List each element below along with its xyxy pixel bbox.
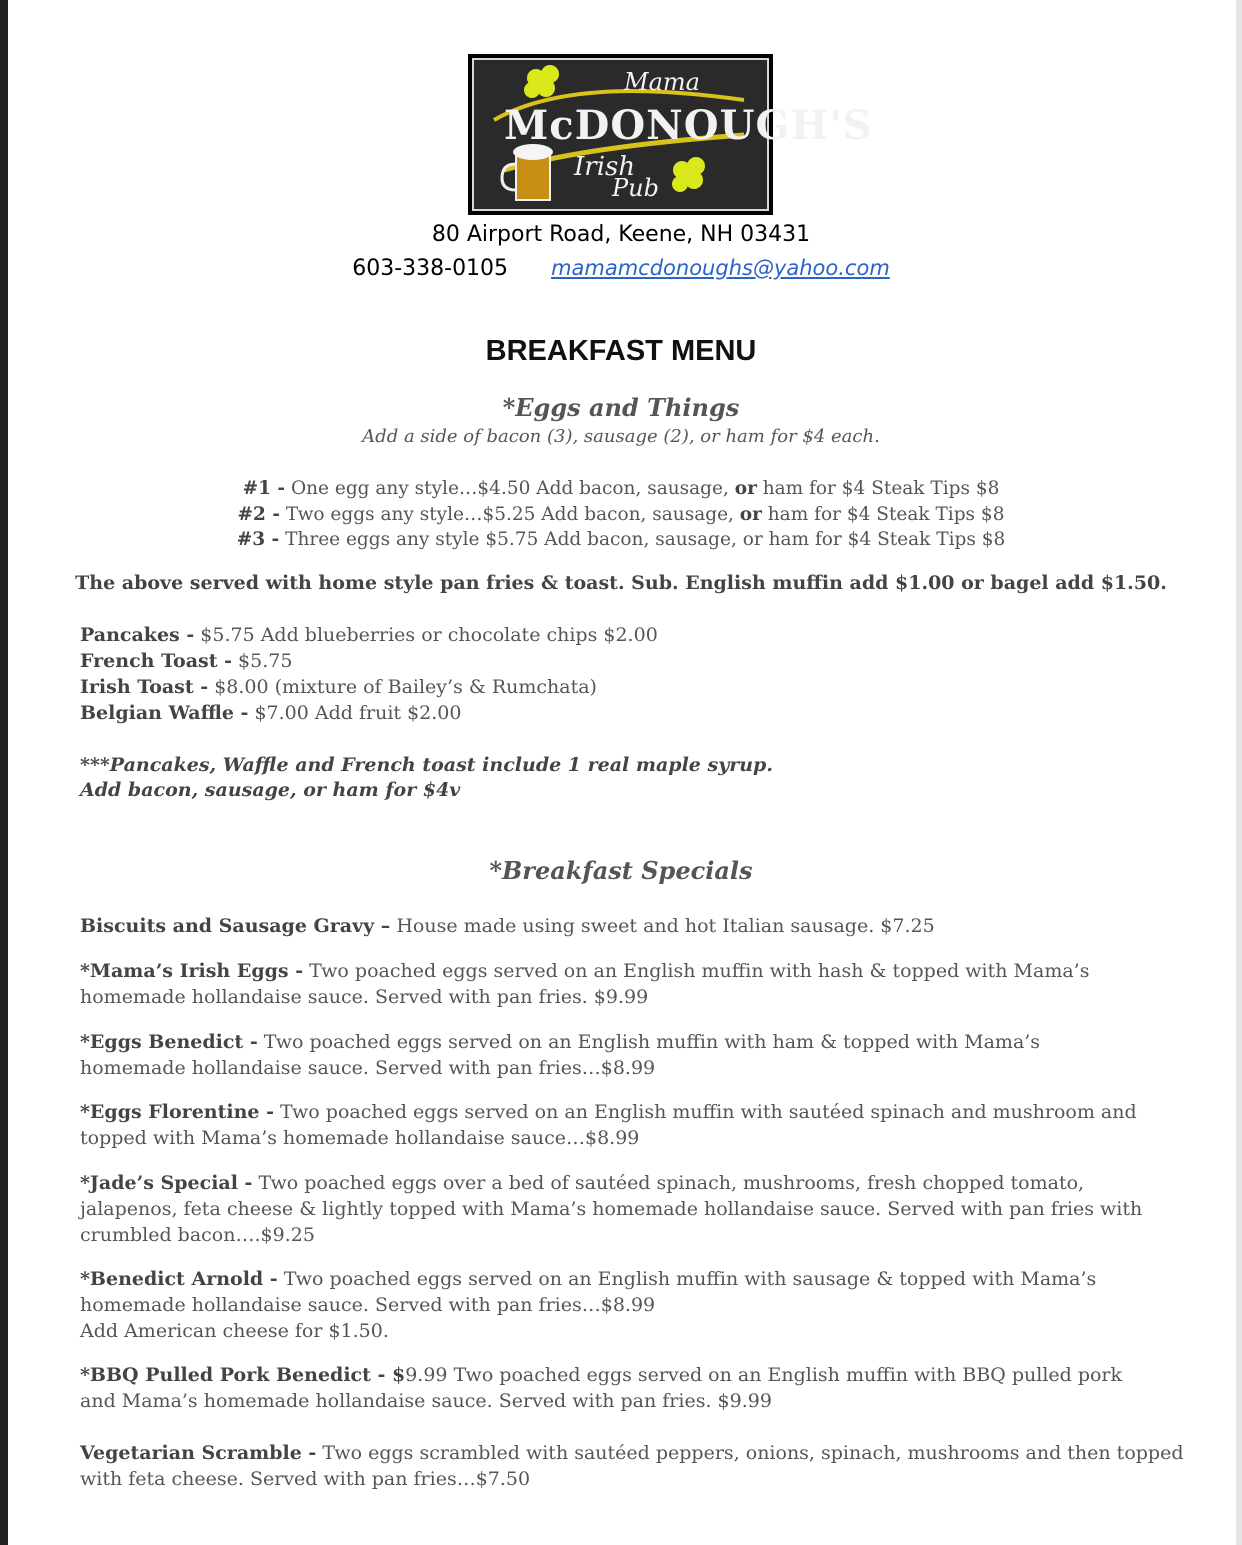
contact-line — [0, 256, 1242, 281]
item-desc: $5.75 Add blueberries or chocolate chips $2.00 — [194, 624, 658, 646]
griddle-note-line1: ***Pancakes, Waffle and French toast include 1 real maple syrup. — [80, 754, 773, 776]
section-heading-eggs: *Eggs and Things — [502, 393, 740, 422]
phone-number: 603-338-0105 — [352, 256, 509, 281]
logo-pub-text: Pub — [612, 174, 659, 202]
item-line: and Mama’s homemade hollandaise sauce. Served with pan fries. $9.99 — [80, 1390, 772, 1412]
page-title: BREAKFAST MENU — [485, 335, 757, 367]
item-line — [80, 1099, 1170, 1125]
logo-mama-text: Mama — [624, 68, 700, 96]
item-name: French Toast - — [80, 650, 232, 672]
item-name: Belgian Waffle - — [80, 702, 249, 724]
item-name: Pancakes - — [80, 624, 195, 646]
eggs-subtitle: Add a side of bacon (3), sausage (2), or ham for $4 each. — [362, 426, 880, 447]
served-note: The above served with home style pan fries & toast. Sub. English muffin add $1.00 or bagel add $1.50. — [75, 572, 1167, 594]
logo-irish-text: Irish — [574, 152, 636, 182]
special-item — [80, 913, 1170, 939]
griddle-item — [80, 676, 597, 698]
griddle-item — [80, 702, 461, 724]
griddle-item — [80, 624, 658, 646]
item-line — [80, 1266, 1170, 1292]
combo-text: Three eggs any style $5.75 Add bacon, sausage, or ham for $4 Steak Tips $8 — [279, 529, 1006, 550]
logo-panel — [472, 58, 873, 211]
item-desc: Two eggs scrambled with sautéed peppers, onions, spinach, mushrooms and then topped — [316, 1442, 1184, 1464]
clover-icon — [524, 65, 559, 98]
item-name: *Jade’s Special - — [80, 1172, 253, 1194]
address: 80 Airport Road, Keene, NH 03431 — [431, 222, 811, 247]
special-item — [80, 958, 1170, 1010]
item-line: crumbled bacon….$9.25 — [80, 1224, 315, 1246]
item-desc: Two poached eggs served on an English muffin with sautéed spinach and mushroom and — [274, 1101, 1137, 1123]
special-item — [80, 1029, 1170, 1081]
item-name: *Mama’s Irish Eggs - — [80, 960, 304, 982]
item-desc: $8.00 (mixture of Bailey’s & Rumchata) — [208, 676, 597, 698]
clover-icon-2 — [672, 157, 705, 192]
item-line — [80, 1362, 1170, 1388]
item-line: homemade hollandaise sauce. Served with pan fries…$8.99 — [80, 1294, 656, 1316]
item-line: jalapenos, feta cheese & lightly topped with Mama’s homemade hollandaise sauce. Served with pan fries with — [80, 1198, 1143, 1220]
section-heading-specials: *Breakfast Specials — [489, 856, 753, 885]
item-line — [80, 1170, 1170, 1196]
combo-text: One egg any style…$4.50 Add bacon, sausage, — [285, 478, 735, 499]
special-item — [80, 1266, 1170, 1344]
combo-number: #1 - — [242, 478, 286, 499]
item-line — [80, 913, 1170, 939]
griddle-note-line2: Add bacon, sausage, or ham for $4v — [80, 779, 461, 801]
item-name: Biscuits and Sausage Gravy – — [80, 915, 391, 937]
item-desc: House made using sweet and hot Italian sausage. $7.25 — [390, 915, 935, 937]
item-name: Vegetarian Scramble - — [80, 1442, 317, 1464]
item-desc: 9.99 Two poached eggs served on an English muffin with BBQ pulled pork — [405, 1364, 1123, 1386]
item-line — [80, 958, 1170, 984]
special-item — [80, 1362, 1170, 1414]
item-line: homemade hollandaise sauce. Served with pan fries. $9.99 — [80, 986, 649, 1008]
item-desc: Two poached eggs served on an English muffin with ham & topped with Mama’s — [257, 1031, 1041, 1053]
combo-text-end: ham for $4 Steak Tips $8 — [756, 478, 1000, 499]
item-line — [80, 1029, 1170, 1055]
special-item — [80, 1099, 1170, 1151]
item-line — [80, 1440, 1184, 1466]
combo-item — [0, 529, 1242, 550]
item-name: *Eggs Florentine - — [80, 1101, 274, 1123]
combo-or: or — [739, 504, 762, 525]
item-line: with feta cheese. Served with pan fries…$7.50 — [80, 1468, 531, 1490]
email-link[interactable]: mamamcdonoughs@yahoo.com — [551, 256, 890, 280]
combo-number: #2 - — [237, 504, 281, 525]
logo-brand-text: McDONOUGH'S — [504, 102, 873, 149]
combo-item — [0, 504, 1242, 525]
combo-text: Two eggs any style…$5.25 Add bacon, sausage, — [280, 504, 740, 525]
pub-logo — [468, 54, 873, 215]
item-desc: Two poached eggs served on an English muffin with hash & topped with Mama’s — [303, 960, 1090, 982]
combo-number: #3 - — [236, 529, 280, 550]
combo-or: or — [734, 478, 757, 499]
item-name: Irish Toast - — [80, 676, 209, 698]
item-desc: $7.00 Add fruit $2.00 — [248, 702, 462, 724]
combo-item — [0, 478, 1242, 499]
griddle-item — [80, 650, 292, 672]
item-name: *BBQ Pulled Pork Benedict - $ — [80, 1364, 406, 1386]
item-desc: $5.75 — [231, 650, 293, 672]
item-line: Add American cheese for $1.50. — [80, 1320, 389, 1342]
item-desc: Two poached eggs over a bed of sautéed spinach, mushrooms, fresh chopped tomato, — [252, 1172, 1085, 1194]
item-line: topped with Mama’s homemade hollandaise sauce…$8.99 — [80, 1127, 640, 1149]
beer-mug-icon — [502, 144, 553, 200]
item-name: *Benedict Arnold - — [80, 1268, 278, 1290]
item-name: *Eggs Benedict - — [80, 1031, 258, 1053]
item-line: homemade hollandaise sauce. Served with pan fries…$8.99 — [80, 1057, 656, 1079]
special-item — [80, 1170, 1170, 1248]
special-item — [80, 1440, 1184, 1492]
combo-text-end: ham for $4 Steak Tips $8 — [761, 504, 1005, 525]
item-desc: Two poached eggs served on an English muffin with sausage & topped with Mama’s — [277, 1268, 1097, 1290]
